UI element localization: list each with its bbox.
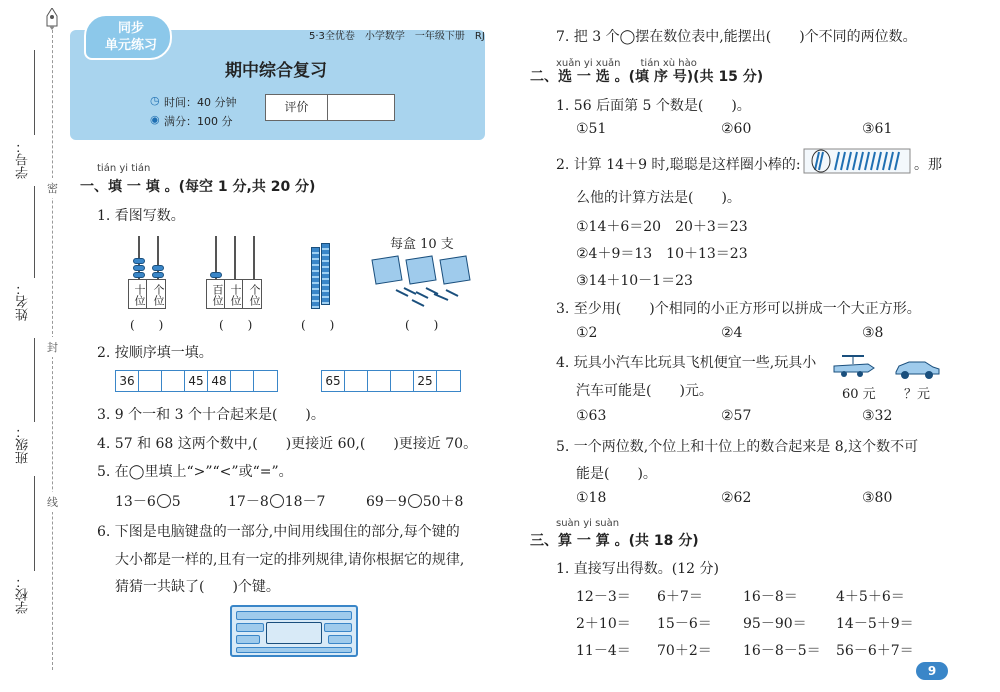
q1-1-blank-3[interactable]: ( ) <box>301 318 335 332</box>
sequence-cell[interactable]: 45 <box>185 371 208 391</box>
sequence-row-1 <box>115 370 278 392</box>
q2-3-option-3[interactable]: ③8 <box>862 325 884 341</box>
q1-5-text: 5. 在◯里填上“>”“<”或“=”。 <box>97 464 293 480</box>
section1-heading: 一、填 一 填 。(每空 1 分,共 20 分) <box>80 179 316 195</box>
compare-item-2 <box>228 491 325 511</box>
keyboard-key <box>324 623 352 632</box>
sequence-cell[interactable]: 25 <box>414 371 437 391</box>
place-label-ones: 个位 <box>248 284 261 306</box>
q2-5-line-1: 5. 一个两位数,个位上和十位上的数合起来是 8,这个数不可 <box>556 439 919 455</box>
q2-2-line-1: 2. 计算 14＋9 时,聪聪是这样圈小棒的: <box>556 157 801 173</box>
calc-item: 56－6＋7＝ <box>836 643 914 659</box>
car-price: ？元 <box>904 387 931 402</box>
calc-item: 11－4＝ <box>576 643 631 659</box>
seal-char-mi: 密 <box>47 178 58 198</box>
compare-right: 50＋8 <box>422 494 464 510</box>
check-icon: ◉ <box>150 113 160 126</box>
series-line: 5·3全优卷 小学数学 一年级下册 RJ <box>309 31 485 42</box>
sequence-cell[interactable] <box>254 371 277 391</box>
compare-left: 69－9 <box>366 494 407 510</box>
q2-5-option-1[interactable]: ①18 <box>576 490 607 506</box>
page-number: 9 <box>916 662 948 680</box>
abacus-bead <box>133 258 145 264</box>
plane-price: 60 元 <box>842 387 876 402</box>
calc-item: 70＋2＝ <box>657 643 712 659</box>
place-label-tens: 十位 <box>225 280 243 308</box>
q1-1-blank-2[interactable]: ( ) <box>219 318 253 332</box>
q2-2-line-2: 么他的计算方法是( )。 <box>576 190 741 206</box>
compare-left: 13－6 <box>115 494 156 510</box>
calc-item: 95－90＝ <box>743 616 807 632</box>
calc-item: 16－8＝ <box>743 589 798 605</box>
compare-item-1 <box>115 491 181 511</box>
place-label-tens: 十位 <box>129 280 147 308</box>
compare-left: 17－8 <box>228 494 269 510</box>
cube-column <box>311 247 320 309</box>
compare-circle[interactable] <box>270 494 284 508</box>
q2-2-option-1[interactable]: ①14＋6＝20 20＋3＝23 <box>576 219 748 235</box>
clock-icon: ◷ <box>150 94 160 107</box>
student-id-line <box>34 50 35 135</box>
q2-4-option-1[interactable]: ①63 <box>576 408 607 424</box>
sequence-cell[interactable]: 65 <box>322 371 345 391</box>
calc-item: 14－5＋9＝ <box>836 616 914 632</box>
school-label: 学校： <box>16 575 31 614</box>
abacus-bead <box>152 272 164 278</box>
sequence-cell[interactable] <box>345 371 368 391</box>
q1-7-text: 7. 把 3 个◯摆在数位表中,能摆出( )个不同的两位数。 <box>556 29 917 45</box>
q1-1-blank-4[interactable]: ( ) <box>405 318 439 332</box>
keyboard-key <box>236 623 264 632</box>
compare-right: 18－7 <box>284 494 326 510</box>
q2-2-option-3[interactable]: ③14＋10－1＝23 <box>576 273 693 289</box>
abacus-bead <box>133 265 145 271</box>
keyboard-key <box>236 635 260 644</box>
q2-4-line-1: 4. 玩具小汽车比玩具飞机便宜一些,玩具小 <box>556 355 817 371</box>
pencil-boxes-illustration <box>368 252 472 308</box>
student-id-label: 学号： <box>16 140 31 179</box>
q2-3-option-1[interactable]: ①2 <box>576 325 598 341</box>
q1-1-blank-1[interactable]: ( ) <box>130 318 164 332</box>
keyboard-key <box>236 611 352 620</box>
sequence-cell[interactable] <box>139 371 162 391</box>
sequence-cell[interactable]: 48 <box>208 371 231 391</box>
sequence-cell[interactable]: 36 <box>116 371 139 391</box>
q2-5-line-2: 能是( )。 <box>576 466 657 482</box>
compare-right: 5 <box>171 494 181 510</box>
q2-3-text: 3. 至少用( )个相同的小正方形可以拼成一个大正方形。 <box>556 301 921 317</box>
full-score: 满分：100 分 <box>164 115 233 128</box>
sticks-illustration <box>803 148 911 174</box>
name-line <box>34 186 35 278</box>
keyboard-illustration <box>230 605 358 657</box>
q2-1-text: 1. 56 后面第 5 个数是( )。 <box>556 98 751 114</box>
seal-char-feng: 封 <box>47 337 58 357</box>
place-label-ones: 个位 <box>152 284 165 306</box>
q1-1-text: 1. 看图写数。 <box>97 208 185 224</box>
abacus-rod <box>234 236 236 280</box>
calc-item: 2＋10＝ <box>576 616 631 632</box>
sequence-row-2 <box>321 370 461 392</box>
page-title: 期中综合复习 <box>225 61 327 81</box>
place-label-hundreds: 百位 <box>207 280 225 308</box>
compare-item-3 <box>366 491 463 511</box>
rocket-icon <box>46 8 58 30</box>
q1-6-line-3: 猜猜一共缺了( )个键。 <box>115 579 280 595</box>
compare-circle[interactable] <box>157 494 171 508</box>
sequence-cell[interactable] <box>368 371 391 391</box>
q1-3-text: 3. 9 个一和 3 个十合起来是( )。 <box>97 407 325 423</box>
sequence-cell[interactable] <box>391 371 414 391</box>
sequence-cell[interactable] <box>437 371 460 391</box>
q3-1-text: 1. 直接写出得数。(12 分) <box>556 561 719 577</box>
toy-plane-icon <box>830 352 876 378</box>
box-caption: 每盒 10 支 <box>390 237 454 252</box>
class-label: 班级： <box>16 425 31 464</box>
q1-6-line-1: 6. 下图是电脑键盘的一部分,中间用线围住的部分,每个键的 <box>97 524 460 540</box>
q2-4-line-2: 汽车可能是( )元。 <box>576 383 713 399</box>
q1-4-text: 4. 57 和 68 这两个数中,( )更接近 60,( )更接近 70。 <box>97 436 478 452</box>
q2-3-option-2[interactable]: ②4 <box>721 325 743 341</box>
place-value-box <box>128 279 166 309</box>
q2-2-line-1-tail: 。那 <box>914 157 942 173</box>
q2-1-option-2[interactable]: ②60 <box>721 121 752 137</box>
evaluation-blank[interactable] <box>328 95 394 120</box>
keyboard-outline <box>266 622 322 644</box>
class-line <box>34 338 35 422</box>
school-line <box>34 476 35 571</box>
toy-car-icon <box>893 356 941 380</box>
calc-item: 16－8－5＝ <box>743 643 821 659</box>
section2-heading: 二、选 一 选 。(填 序 号)(共 15 分) <box>530 69 764 85</box>
q1-6-line-2: 大小都是一样的,且有一定的排列规律,请你根据它的规律, <box>115 552 465 568</box>
evaluation-label: 评价 <box>266 95 328 120</box>
sequence-cell[interactable] <box>162 371 185 391</box>
calc-item: 6＋7＝ <box>657 589 703 605</box>
q2-1-option-1[interactable]: ①51 <box>576 121 607 137</box>
q2-2-option-2[interactable]: ②4＋9＝13 10＋13＝23 <box>576 246 748 262</box>
keyboard-key <box>236 647 352 653</box>
time-limit: 时间：40 分钟 <box>164 96 237 109</box>
keyboard-key <box>328 635 352 644</box>
abacus-bead <box>152 265 164 271</box>
abacus-bead <box>210 272 222 278</box>
q2-5-option-2[interactable]: ②62 <box>721 490 752 506</box>
q2-4-option-3[interactable]: ③32 <box>862 408 893 424</box>
q2-1-option-3[interactable]: ③61 <box>862 121 893 137</box>
name-label: 姓名： <box>16 282 31 321</box>
calc-item: 12－3＝ <box>576 589 631 605</box>
abacus-rod <box>253 236 255 280</box>
section3-heading: 三、算 一 算 。(共 18 分) <box>530 533 699 549</box>
section2-pinyin: xuǎn yi xuǎn tián xù hào <box>556 58 697 69</box>
sequence-cell[interactable] <box>231 371 254 391</box>
calc-item: 15－6＝ <box>657 616 712 632</box>
abacus-bead <box>133 272 145 278</box>
seal-char-xian: 线 <box>47 492 58 512</box>
cube-column <box>321 243 330 305</box>
header-badge: 同步 单元练习 <box>104 21 157 53</box>
calc-item: 4＋5＋6＝ <box>836 589 905 605</box>
section1-pinyin: tián yi tián <box>97 163 151 174</box>
q2-4-option-2[interactable]: ②57 <box>721 408 752 424</box>
compare-circle[interactable] <box>408 494 422 508</box>
section3-pinyin: suàn yi suàn <box>556 518 620 529</box>
evaluation-box <box>265 94 395 121</box>
place-value-box <box>206 279 262 309</box>
q1-2-text: 2. 按顺序填一填。 <box>97 345 213 361</box>
q2-5-option-3[interactable]: ③80 <box>862 490 893 506</box>
